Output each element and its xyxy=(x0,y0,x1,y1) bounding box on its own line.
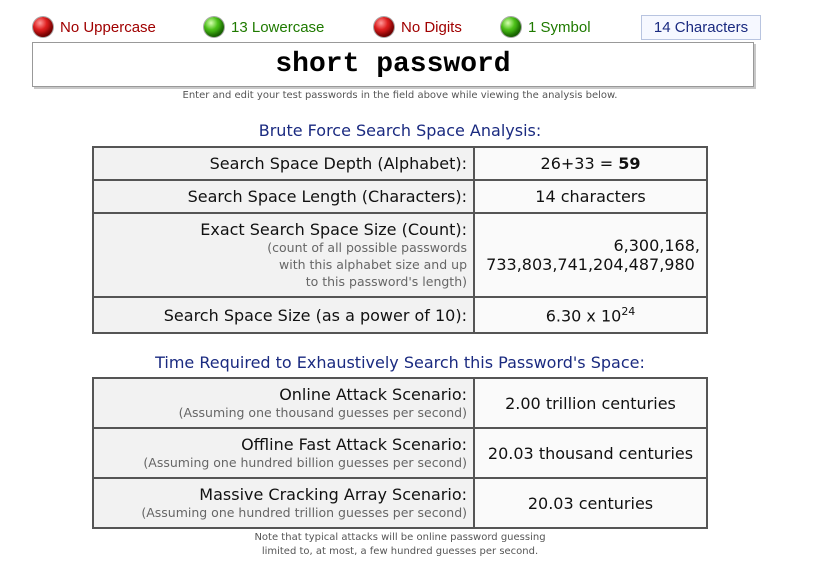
offline-value: 20.03 thousand centuries xyxy=(474,428,707,478)
depth-total: 59 xyxy=(618,154,641,173)
offline-label-cell xyxy=(93,428,474,478)
power-label: Search Space Size (as a power of 10): xyxy=(93,297,474,333)
digits-indicator xyxy=(374,14,462,40)
massive-label-cell xyxy=(93,478,474,528)
lowercase-indicator xyxy=(204,14,324,40)
online-label-cell xyxy=(93,378,474,428)
exact-size-note-3: to this password's length) xyxy=(305,274,467,289)
massive-note: (Assuming one hundred trillion guesses per second) xyxy=(141,505,467,520)
offline-label: Offline Fast Attack Scenario: xyxy=(241,435,467,454)
depth-value xyxy=(474,147,707,180)
green-status-icon xyxy=(204,17,224,37)
power-exponent: 24 xyxy=(621,304,636,318)
time-required-title: Time Required to Exhaustively Search this Password's Space: xyxy=(155,353,645,372)
password-input[interactable] xyxy=(33,48,753,81)
depth-label: Search Space Depth (Alphabet): xyxy=(93,147,474,180)
power-mantissa: 6.30 x 10 xyxy=(545,306,622,326)
table-row xyxy=(93,378,707,428)
power-value xyxy=(474,297,707,333)
lowercase-indicator-label: 13 Lowercase xyxy=(231,18,325,36)
length-label: Search Space Length (Characters): xyxy=(93,180,474,213)
search-space-table xyxy=(92,146,708,334)
digits-indicator-label: No Digits xyxy=(401,18,462,36)
password-hint: Enter and edit your test passwords in the field above while viewing the analysis below. xyxy=(182,90,618,101)
table-row xyxy=(93,428,707,478)
exact-size-value-line-1: 6,300,168, xyxy=(613,236,700,255)
table-row xyxy=(93,213,707,297)
online-note: (Assuming one thousand guesses per second) xyxy=(178,405,467,420)
exact-size-label: Exact Search Space Size (Count): xyxy=(200,220,467,239)
red-status-icon xyxy=(374,17,394,37)
footnote-line-2: limited to, at most, a few hundred guesses per second. xyxy=(261,546,539,557)
online-label: Online Attack Scenario: xyxy=(279,385,467,404)
character-count-badge: 14 Characters xyxy=(641,15,761,40)
symbol-indicator-label: 1 Symbol xyxy=(528,18,591,36)
red-status-icon xyxy=(33,17,53,37)
exact-size-note-2: with this alphabet size and up xyxy=(279,257,467,272)
offline-note: (Assuming one hundred billion guesses per second) xyxy=(143,455,467,470)
brute-force-title: Brute Force Search Space Analysis: xyxy=(258,121,542,140)
massive-label: Massive Cracking Array Scenario: xyxy=(199,485,467,504)
table-row xyxy=(93,180,707,213)
green-status-icon xyxy=(501,17,521,37)
depth-prefix: 26+33 = xyxy=(540,154,619,173)
exact-size-note-1: (count of all possible passwords xyxy=(267,240,467,255)
time-required-table xyxy=(92,377,708,529)
table-row xyxy=(93,297,707,333)
symbol-indicator xyxy=(501,14,591,40)
uppercase-indicator-label: No Uppercase xyxy=(60,18,156,36)
online-value: 2.00 trillion centuries xyxy=(474,378,707,428)
footnote xyxy=(32,531,768,559)
password-field-container xyxy=(32,42,754,87)
table-row xyxy=(93,147,707,180)
exact-size-value xyxy=(474,213,707,297)
footnote-line-1: Note that typical attacks will be online password guessing xyxy=(254,532,546,543)
table-row xyxy=(93,478,707,528)
massive-value: 20.03 centuries xyxy=(474,478,707,528)
exact-size-label-cell xyxy=(93,213,474,297)
exact-size-value-line-2: 733,803,741,204,487,980 xyxy=(486,255,695,274)
length-value: 14 characters xyxy=(474,180,707,213)
uppercase-indicator xyxy=(33,14,156,40)
